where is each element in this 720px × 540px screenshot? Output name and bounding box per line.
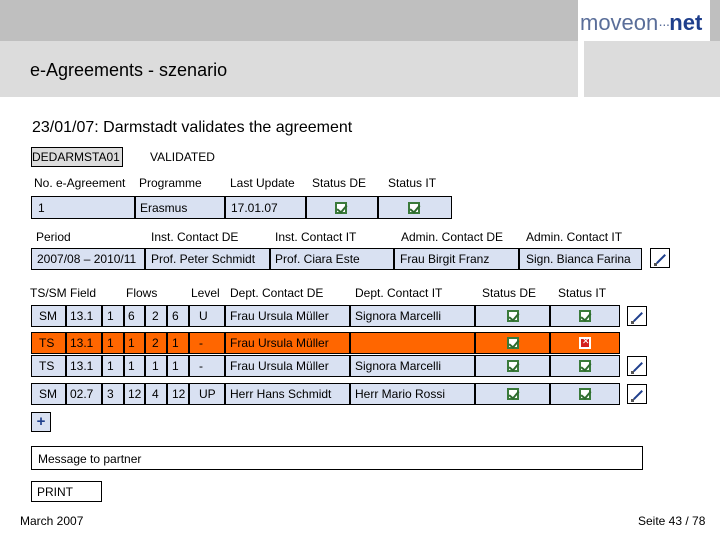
header-last-update: Last Update: [230, 176, 295, 190]
status-it-check-icon[interactable]: [408, 202, 420, 214]
flow-cell-level: [189, 332, 225, 354]
flow-dept-it: Signora Marcelli: [355, 309, 442, 323]
flow-type: TS: [39, 336, 55, 350]
programme-cell: [135, 196, 225, 219]
header-status-de: Status DE: [312, 176, 367, 190]
header-inst-contact-it: Inst. Contact IT: [275, 230, 357, 244]
flow-field: 13.1: [70, 359, 94, 373]
agreement-no: 1: [38, 201, 45, 215]
agreement-status: VALIDATED: [150, 150, 215, 164]
header-band: [0, 0, 578, 41]
flow-b: 6: [128, 309, 135, 323]
flow-d: 1: [172, 336, 179, 350]
header-status-it: Status IT: [388, 176, 437, 190]
period: 2007/08 – 2010/11: [37, 252, 137, 266]
agreement-id-box: [31, 147, 123, 167]
flow-type: TS: [39, 359, 55, 373]
moveon-logo: moveon···net: [580, 10, 703, 35]
inst-contact-de: Prof. Peter Schmidt: [151, 252, 256, 266]
header-ts-sm-field: TS/SM Field: [30, 286, 97, 300]
header-programme: Programme: [139, 176, 202, 190]
flow-b: 12: [128, 387, 142, 401]
header-dept-contact-de: Dept. Contact DE: [230, 286, 324, 300]
footer-page-number: Seite 43 / 78: [638, 514, 706, 528]
page-title: e-Agreements - szenario: [30, 60, 228, 80]
header-period: Period: [36, 230, 71, 244]
flow-a: 1: [107, 359, 114, 373]
flow-d: 1: [172, 359, 179, 373]
flow-dept-de: Frau Ursula Müller: [230, 359, 329, 373]
message-placeholder: Message to partner: [38, 452, 142, 466]
inst-contact-it: Prof. Ciara Este: [275, 252, 360, 266]
check-icon[interactable]: [507, 360, 519, 372]
flow-type: SM: [39, 309, 57, 323]
agreement-no-cell: [31, 196, 135, 219]
slide-subtitle: 23/01/07: Darmstadt validates the agreement: [32, 119, 353, 136]
inst-contact-it-cell: [270, 248, 394, 270]
flow-a: 1: [107, 309, 114, 323]
flow-field: 13.1: [70, 336, 94, 350]
edit-flow-button[interactable]: [627, 384, 647, 404]
flow-c: 2: [152, 309, 159, 323]
header-admin-contact-de: Admin. Contact DE: [401, 230, 504, 244]
flow-b: 1: [128, 359, 135, 373]
header-dept-contact-it: Dept. Contact IT: [355, 286, 443, 300]
check-icon[interactable]: [507, 337, 519, 349]
last-update: 17.01.07: [231, 201, 278, 215]
flow-d: 6: [172, 309, 179, 323]
agreement-id: DEDARMSTA01: [32, 150, 120, 164]
flow-level: UP: [199, 387, 216, 401]
print-button[interactable]: [31, 481, 102, 502]
last-update-cell: [225, 196, 306, 219]
flow-dept-de: Frau Ursula Müller: [230, 336, 329, 350]
header-flows: Flows: [126, 286, 158, 300]
flow-a: 1: [107, 336, 114, 350]
title-band-right: [584, 41, 720, 97]
admin-contact-it: Sign. Bianca Farina: [526, 252, 631, 266]
flow-dept-de: Herr Hans Schmidt: [230, 387, 332, 401]
admin-contact-de-cell: [394, 248, 519, 270]
header-flow-status-de: Status DE: [482, 286, 537, 300]
flow-c: 2: [152, 336, 159, 350]
flow-level: U: [199, 309, 208, 323]
admin-contact-de: Frau Birgit Franz: [400, 252, 490, 266]
print-label: PRINT: [37, 485, 73, 499]
edit-flow-button[interactable]: [627, 356, 647, 376]
header-inst-contact-de: Inst. Contact DE: [151, 230, 239, 244]
check-icon[interactable]: [507, 388, 519, 400]
check-icon[interactable]: [579, 360, 591, 372]
flow-field: 13.1: [70, 309, 94, 323]
flow-cell-level: [189, 355, 225, 377]
header-no-agreement: No. e-Agreement: [34, 176, 126, 190]
header-admin-contact-it: Admin. Contact IT: [526, 230, 623, 244]
period-cell: [31, 248, 145, 270]
admin-contact-it-cell: [519, 248, 642, 270]
check-icon[interactable]: [579, 388, 591, 400]
edit-flow-button[interactable]: [627, 306, 647, 326]
add-flow-button[interactable]: +: [31, 412, 51, 432]
flow-type: SM: [39, 387, 57, 401]
check-icon[interactable]: [579, 310, 591, 322]
flow-cell-dept-it: [350, 332, 475, 354]
status-de-check-icon[interactable]: [335, 202, 347, 214]
programme: Erasmus: [140, 201, 188, 215]
inst-contact-de-cell: [145, 248, 270, 270]
header-level: Level: [191, 286, 220, 300]
flow-b: 1: [128, 336, 135, 350]
header-flow-status-it: Status IT: [558, 286, 607, 300]
edit-contacts-button[interactable]: [650, 248, 670, 268]
flow-dept-de: Frau Ursula Müller: [230, 309, 329, 323]
flow-d: 12: [172, 387, 186, 401]
rejected-icon[interactable]: [579, 337, 591, 349]
flow-c: 1: [152, 359, 159, 373]
footer-date: March 2007: [20, 514, 84, 528]
flow-level: -: [199, 359, 203, 373]
flow-field: 02.7: [70, 387, 94, 401]
flow-dept-it: Herr Mario Rossi: [355, 387, 446, 401]
header-band-right: [710, 0, 720, 41]
flow-dept-it: Signora Marcelli: [355, 359, 442, 373]
flow-c: 4: [152, 387, 159, 401]
message-to-partner-input[interactable]: [31, 446, 643, 470]
flow-level: -: [199, 336, 203, 350]
check-icon[interactable]: [507, 310, 519, 322]
flow-a: 3: [107, 387, 114, 401]
